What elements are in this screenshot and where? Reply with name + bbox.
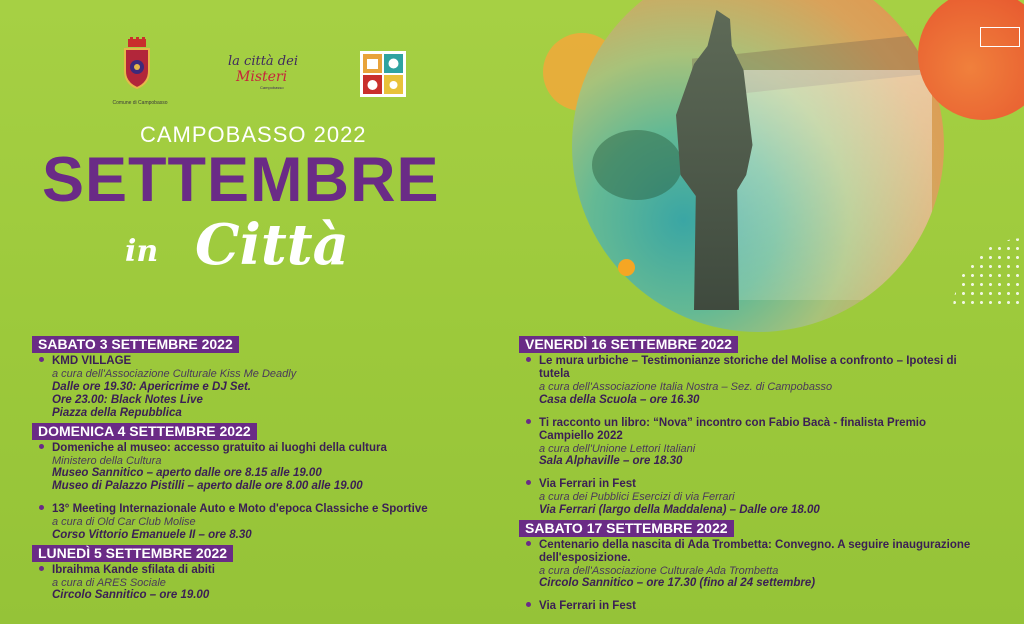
tree-shape [592,130,682,200]
event-title: Centenario della nascita di Ada Trombetta: Convegno. A seguire inaugurazione dell'esposizione. [539,538,971,564]
event-item [519,600,979,613]
event-detail: Museo di Palazzo Pistilli – aperto dalle ore 8.00 alle 19.00 [52,480,363,492]
program-right-column [519,336,979,616]
event-title: Domeniche al museo: accesso gratuito ai luoghi della cultura [52,441,387,454]
event-detail: Via Ferrari (largo della Maddalena) – Dalle ore 18.00 [539,503,820,516]
bullet-icon [526,541,531,546]
program-left-column [32,336,492,605]
day-header: DOMENICA 4 SETTEMBRE 2022 [32,423,257,440]
event-title: Le mura urbiche – Testimonianze storiche del Molise a confronto – Ipotesi di tutela [539,355,957,380]
headline-settembre: SETTEMBRE [42,145,440,215]
event-item [32,503,492,542]
event-detail: Museo Sannitico – aperto dalle ore 8.15 alle 19.00 [52,467,322,479]
event-detail: Circolo Sannitico – ore 19.00 [52,589,210,601]
bullet-icon [39,357,44,362]
event-title: Ibraihma Kande sfilata di abiti [52,563,215,576]
bullet-icon [526,357,531,362]
script-in: in [125,234,159,269]
misteri-logo [228,54,298,90]
misteri-logo-line1: la città dei [228,54,298,69]
event-title: Via Ferrari in Fest [539,478,636,490]
small-orange-dot [618,259,635,276]
misteri-logo-line3: Campobasso [260,85,284,90]
event-subtitle: CAMPOBASSO 2022 [140,122,367,147]
bullet-icon [39,505,44,510]
event-title: KMD VILLAGE [52,355,132,367]
event-item [32,355,492,420]
misteri-logo-line2: Misteri [236,69,288,85]
outline-box-decoration [980,27,1020,47]
event-detail: Circolo Sannitico – ore 17.30 (fino al 24 settembre) [539,577,816,589]
script-citta: Città [195,212,349,278]
event-detail: Ore 23.00: Black Notes Live [52,393,203,406]
bullet-icon [39,566,44,571]
bullet-icon [526,480,531,485]
event-curator: a cura dei Pubblici Esercizi di via Ferrari [539,491,735,503]
day-block [32,423,492,542]
event-item [519,478,979,517]
event-item [519,539,979,591]
event-detail: Corso Vittorio Emanuele II – ore 8.30 [52,528,252,541]
event-curator: a cura di Old Car Club Molise [52,516,196,528]
event-curator: Ministero della Cultura [52,454,162,467]
crest-label: Comune di Campobasso [112,100,168,106]
culture-logo-icon [360,51,406,97]
event-item [32,564,492,603]
day-block [32,336,492,420]
day-block [519,336,979,517]
event-detail: Sala Alphaville – ore 18.30 [539,455,683,467]
event-item [519,417,979,469]
event-detail: Dalle ore 19.30: Apericrime e DJ Set. [52,380,252,393]
bullet-icon [526,419,531,424]
day-header: LUNEDÌ 5 SETTEMBRE 2022 [32,545,233,562]
day-block [519,520,979,614]
event-item [519,355,979,407]
day-block [32,545,492,603]
bullet-icon [39,444,44,449]
municipal-crest-icon [122,37,152,89]
event-title: 13° Meeting Internazionale Auto e Moto d'epoca Classiche e Sportive [52,503,428,515]
event-curator: a cura dell'Associazione Culturale Ada Trombetta [539,564,779,577]
event-detail: Casa della Scuola – ore 16.30 [539,393,700,406]
bullet-icon [526,602,531,607]
event-curator: a cura dell'Associazione Italia Nostra – Sez. di Campobasso [539,381,833,393]
event-title: Ti racconto un libro: “Nova” incontro con Fabio Bacà - finalista Premio Campiello 2022 [539,416,927,442]
event-curator: a cura dell'Unione Lettori Italiani [539,442,696,455]
hero-photo-statue [572,0,944,332]
day-header: VENERDÌ 16 SETTEMBRE 2022 [519,336,738,353]
event-curator: a cura di ARES Sociale [52,576,166,589]
day-header: SABATO 17 SETTEMBRE 2022 [519,520,734,537]
day-header: SABATO 3 SETTEMBRE 2022 [32,336,239,353]
event-detail: Piazza della Repubblica [52,406,182,419]
event-item [32,442,492,494]
event-curator: a cura dell'Associazione Culturale Kiss Me Deadly [52,368,297,380]
event-title: Via Ferrari in Fest [539,600,636,612]
